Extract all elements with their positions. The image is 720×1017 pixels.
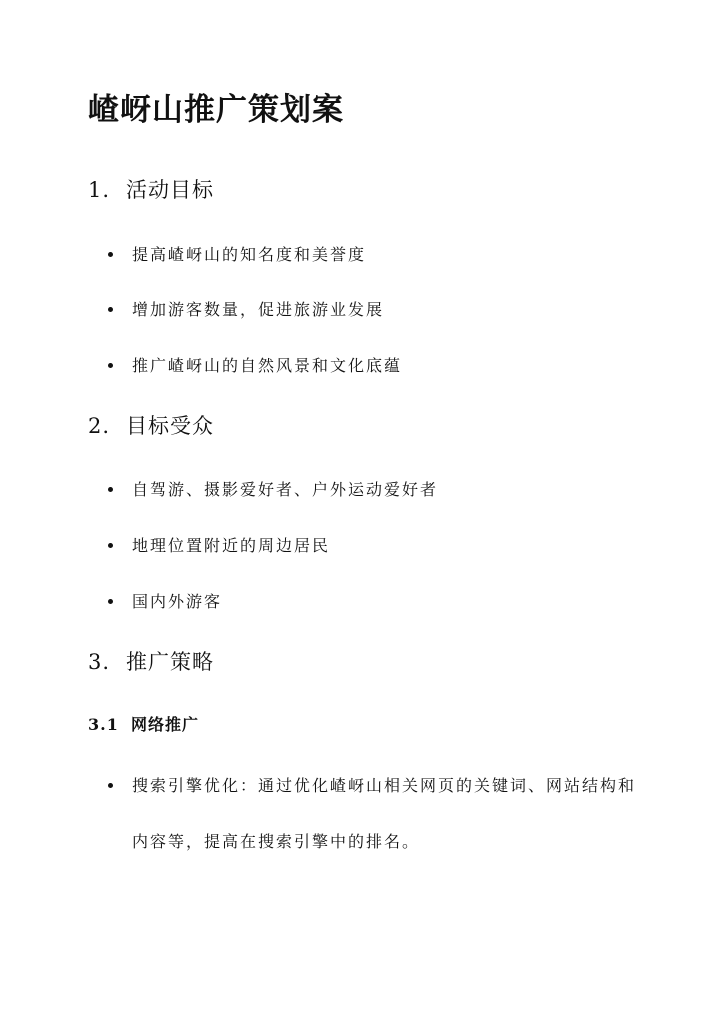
list-item-text: 提高嵖岈山的知名度和美誉度 [132,245,367,264]
list-item [108,282,648,338]
section-title: 推广策略 [126,650,214,674]
list-item-text: 国内外游客 [132,592,223,611]
subsection-number: 3.1 [88,715,119,734]
bullet-dot-icon [108,307,113,312]
bullet-dot-icon [108,363,113,368]
section-heading-strategy [88,646,214,676]
section-heading-goals [88,174,214,204]
list-item [108,574,648,630]
bullet-dot-icon [108,543,113,548]
document-title: 嵖岈山推广策划案 [88,92,344,128]
list-item-text: 增加游客数量，促进旅游业发展 [132,300,385,319]
list-item [108,462,648,518]
section-number: 3. [88,650,111,674]
bullet-dot-icon [108,783,113,788]
list-item [108,227,648,283]
list-item [108,518,648,574]
list-item-text: 地理位置附近的周边居民 [132,536,331,555]
list-item-text: 推广嵖岈山的自然风景和文化底蕴 [132,356,403,375]
section-title: 活动目标 [126,178,214,202]
bullet-dot-icon [108,487,113,492]
list-item-text: 搜索引擎优化：通过优化嵖岈山相关网页的关键词、网站结构和内容等，提高在搜索引擎中的排名。 [132,776,637,851]
section-heading-audience [88,410,214,440]
list-item [108,758,648,870]
subsection-title: 网络推广 [131,715,200,734]
section-number: 1. [88,178,111,202]
section-number: 2. [88,414,111,438]
list-item-text: 自驾游、摄影爱好者、户外运动爱好者 [132,480,439,499]
section-title: 目标受众 [126,414,214,438]
subsection-heading-online [88,712,199,735]
bullet-dot-icon [108,599,113,604]
list-item [108,338,648,394]
bullet-dot-icon [108,252,113,257]
